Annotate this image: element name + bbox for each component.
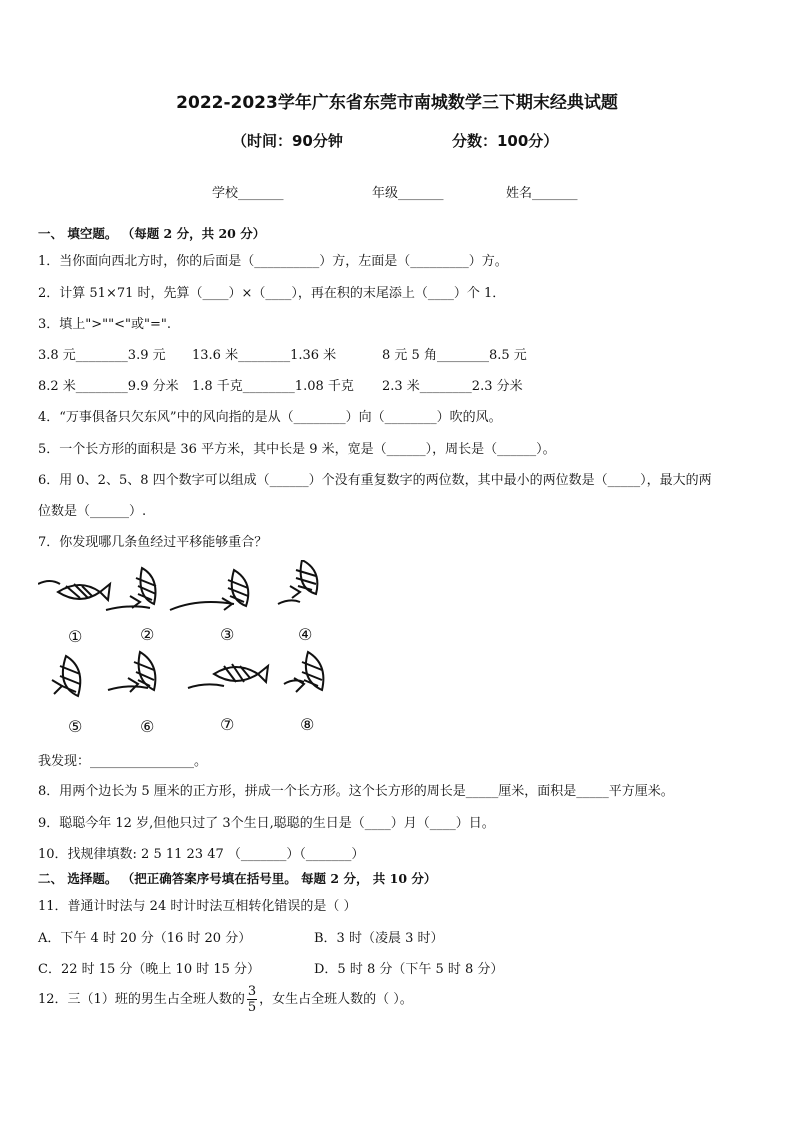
school-field[interactable]: 学校_______ (212, 186, 284, 201)
q3-item: 13.6 米________1.36 米 (192, 348, 337, 363)
fish-icon (214, 664, 268, 682)
page-title: 2022-2023学年广东省东莞市南城数学三下期末经典试题 (176, 93, 618, 113)
q3-item: 8.2 米________9.9 分米 (38, 379, 179, 394)
q12-suffix: ，女生占全班人数的（ ）。 (259, 992, 413, 1007)
exam-score: 分数：100分） (452, 132, 559, 150)
fish-icon (222, 570, 248, 610)
q12-prefix: 12．三（1）班的男生占全班人数的 (38, 992, 245, 1007)
fish-label: ⑥ (140, 717, 155, 736)
fraction-denominator: 5 (247, 1000, 257, 1015)
wave-line (106, 606, 150, 610)
fish-drawing (38, 560, 338, 740)
question-7-answer: 我发现：________________。 (38, 754, 208, 769)
fish-icon (130, 568, 156, 608)
q3-item: 1.8 千克________1.08 千克 (192, 379, 354, 394)
question-10: 10．找规律填数: 2 5 11 23 47 （_______）（_______） (38, 847, 365, 862)
q3-item: 3.8 元________3.9 元 (38, 348, 166, 363)
wave-line (278, 600, 300, 604)
fish-label: ③ (220, 625, 235, 644)
section2-heading: 二、 选择题。 （把正确答案序号填在括号里。 每题 2 分， 共 10 分） (38, 871, 437, 886)
question-12 (38, 984, 413, 1015)
question-6: 6．用 0、2、5、8 四个数字可以组成（______）个没有重复数字的两位数，其中最小的两位数是（_____），最大的两 (38, 473, 712, 488)
q3-item: 8 元 5 角________8.5 元 (382, 348, 527, 363)
fish-icon (58, 584, 110, 600)
wave-line (38, 581, 60, 584)
fish-label: ⑦ (220, 715, 235, 734)
name-field[interactable]: 姓名_______ (506, 186, 578, 201)
question-6-cont: 位数是（______）. (38, 504, 147, 519)
fish-icon (294, 652, 323, 692)
fraction (247, 984, 257, 1015)
fish-icon (290, 560, 317, 598)
question-9: 9．聪聪今年 12 岁,但他只过了 3个生日,聪聪的生日是（____）月（____）日。 (38, 816, 495, 831)
option-d: D．5 时 8 分（下午 5 时 8 分） (314, 962, 504, 977)
fish-label: ⑧ (300, 715, 315, 734)
q3-item: 2.3 米________2.3 分米 (382, 379, 523, 394)
option-a: A．下午 4 时 20 分（16 时 20 分） (38, 931, 252, 946)
fish-figure (38, 560, 338, 740)
question-3: 3．填上">""<"或"=". (38, 317, 171, 332)
fish-label: ⑤ (68, 717, 83, 736)
wave-line (108, 686, 148, 690)
grade-field[interactable]: 年级_______ (372, 186, 444, 201)
question-11: 11．普通计时法与 24 时计时法互相转化错误的是（ ） (38, 899, 357, 914)
wave-line (188, 684, 224, 688)
question-2: 2．计算 51×71 时，先算（____）×（____），再在积的末尾添上（____）个 1． (38, 286, 506, 301)
question-8: 8．用两个边长为 5 厘米的正方形，拼成一个长方形。这个长方形的周长是_____厘米，面积是_____平方厘米。 (38, 784, 674, 799)
question-5: 5．一个长方形的面积是 36 平方米，其中长是 9 米，宽是（______），周长是（______）。 (38, 442, 556, 457)
fish-label: ④ (298, 625, 313, 644)
section1-heading: 一、 填空题。 （每题 2 分，共 20 分） (38, 226, 266, 241)
question-7: 7．你发现哪几条鱼经过平移能够重合？ (38, 535, 268, 550)
fraction-numerator: 3 (247, 984, 257, 999)
option-c: C．22 时 15 分（晚上 10 时 15 分） (38, 962, 261, 977)
fish-label: ② (140, 625, 155, 644)
question-4: 4．“万事俱备只欠东风”中的风向指的是从（________）向（________）吹的风。 (38, 410, 502, 425)
question-1: 1．当你面向西北方时，你的后面是（__________）方，左面是（_________）方。 (38, 254, 508, 269)
fish-icon (52, 656, 80, 696)
exam-time: （时间：90分钟 (232, 132, 343, 150)
fish-label: ① (68, 627, 83, 646)
option-b: B．3 时（凌晨 3 时） (314, 931, 444, 946)
